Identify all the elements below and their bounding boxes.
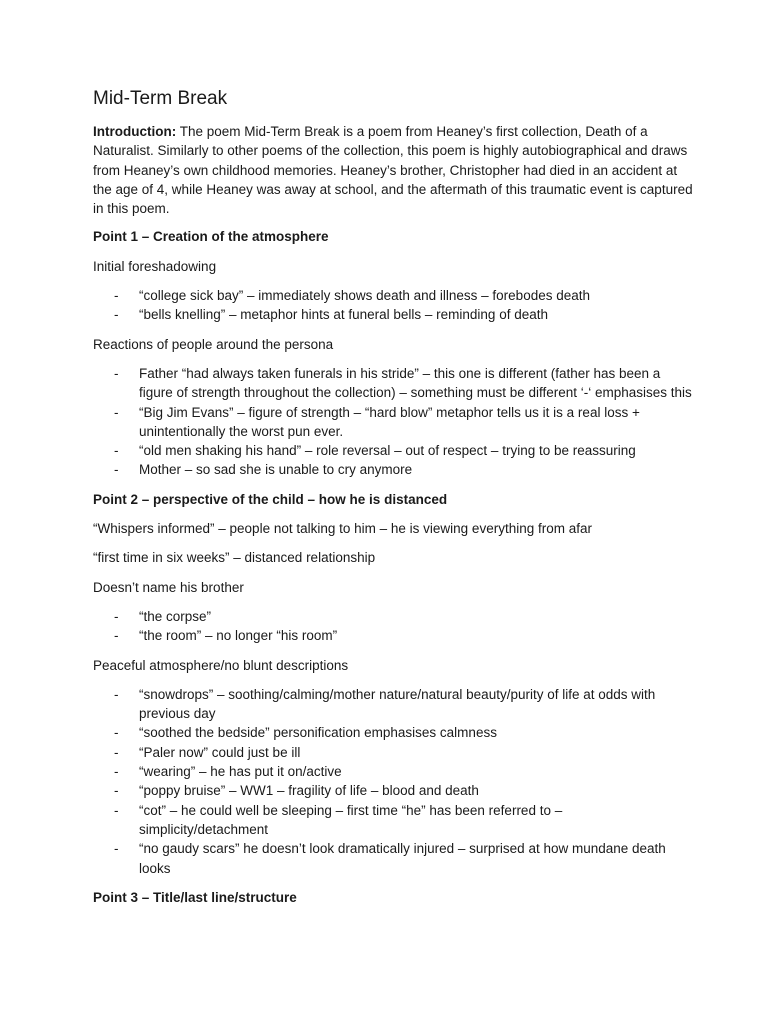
point2-peaceful-list — [93, 685, 693, 878]
dash-marker: - — [114, 764, 119, 780]
list-item: - Father “had always taken funerals in his stride” – this one is different (father has been a figure of strength throughout the collection) – something must be different ‘-‘ emphasises this — [114, 365, 692, 401]
dash-marker: - — [114, 288, 119, 304]
list-item: - “the corpse” — [93, 607, 693, 626]
point1-heading: Point 1 – Creation of the atmosphere — [93, 229, 329, 245]
point1-reactions-list — [93, 364, 693, 480]
document-title: Mid-Term Break — [93, 88, 228, 109]
point2-subheading-peaceful: Peaceful atmosphere/no blunt descriptions — [93, 657, 349, 673]
list-item: - “cot” – he could well be sleeping – first time “he” has been referred to – simplicity/detachment — [114, 802, 563, 837]
dash-marker: - — [114, 365, 119, 381]
introduction-paragraph — [93, 122, 693, 218]
list-item: - “poppy bruise” – WW1 – fragility of life – blood and death — [93, 781, 693, 800]
dash-marker: - — [114, 686, 119, 702]
list-item: - “soothed the bedside” personification emphasises calmness — [93, 723, 693, 742]
list-item: - Mother – so sad she is unable to cry anymore — [93, 460, 693, 479]
dash-marker: - — [114, 404, 119, 420]
point1-foreshadowing-list — [93, 286, 693, 325]
dash-marker: - — [114, 462, 119, 478]
point2-line-six-weeks: “first time in six weeks” – distanced relationship — [93, 550, 376, 566]
dash-marker: - — [114, 443, 119, 459]
introduction-label: Introduction: — [93, 124, 177, 139]
dash-marker: - — [114, 841, 119, 857]
list-item: - “snowdrops” – soothing/calming/mother nature/natural beauty/purity of life at odds with previous day — [114, 686, 656, 722]
dash-marker: - — [114, 307, 119, 323]
dash-marker: - — [114, 744, 119, 760]
list-item: - “old men shaking his hand” – role reversal – out of respect – trying to be reassuring — [93, 441, 693, 460]
point2-heading: Point 2 – perspective of the child – how he is distanced — [93, 491, 448, 507]
dash-marker: - — [114, 802, 119, 818]
list-item: - “wearing” – he has put it on/active — [93, 762, 693, 781]
point1-subheading-reactions: Reactions of people around the persona — [93, 336, 334, 352]
introduction-text: The poem Mid-Term Break is a poem from Heaney’s first collection, Death of a Naturalist. Similarly to other poems of the collection, this poem is highly autobiographical and draws from Heaney’s own childhood memories. Heaney’s brother, Christopher had died in an accident at the age of 4, while Heaney was away at school, and the aftermath of this traumatic event is captured in this poem. — [93, 124, 693, 217]
dash-marker: - — [114, 783, 119, 799]
list-item: - “Paler now” could just be ill — [93, 743, 693, 762]
list-item: - “the room” – no longer “his room” — [93, 626, 693, 645]
point2-brother-list — [93, 607, 693, 646]
dash-marker: - — [114, 725, 119, 741]
document-page — [93, 86, 693, 917]
list-item: - “Big Jim Evans” – figure of strength – “hard blow” metaphor tells us it is a real loss + unintentionally the worst pun ever. — [114, 404, 640, 439]
dash-marker: - — [114, 608, 119, 624]
list-item: - “no gaudy scars” he doesn’t look dramatically injured – surprised at how mundane death looks — [114, 841, 666, 876]
point2-subheading-brother: Doesn’t name his brother — [93, 579, 244, 595]
point1-subheading-foreshadowing: Initial foreshadowing — [93, 258, 217, 274]
dash-marker: - — [114, 628, 119, 644]
list-item: - “bells knelling” – metaphor hints at funeral bells – reminding of death — [93, 305, 693, 324]
point3-heading: Point 3 – Title/last line/structure — [93, 889, 297, 905]
point2-line-whispers: “Whispers informed” – people not talking to him – he is viewing everything from afar — [93, 521, 592, 537]
list-item: - “college sick bay” – immediately shows death and illness – forebodes death — [93, 286, 693, 305]
